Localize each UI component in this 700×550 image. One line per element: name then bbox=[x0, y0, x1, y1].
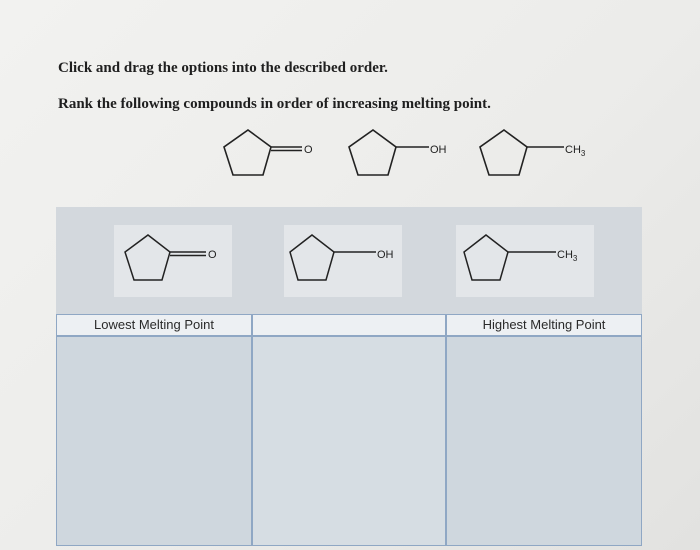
instruction-text: Click and drag the options into the described order. bbox=[58, 60, 388, 76]
header-carbonyl-label: O bbox=[304, 144, 313, 156]
option-hydroxyl-label: OH bbox=[377, 249, 394, 261]
option-cyclopentanol[interactable] bbox=[284, 225, 402, 297]
drop-zone-middle[interactable] bbox=[252, 336, 446, 546]
header-cyclopentanol-structure bbox=[343, 122, 463, 192]
option-cyclopentanone[interactable] bbox=[114, 225, 232, 297]
drop-zone-highest[interactable] bbox=[446, 336, 642, 546]
header-cyclopentanone-structure bbox=[218, 122, 328, 192]
drop-zone-lowest[interactable] bbox=[56, 336, 252, 546]
option-carbonyl-label: O bbox=[208, 249, 217, 261]
column-header-lowest: Lowest Melting Point bbox=[56, 314, 252, 336]
column-header-middle bbox=[252, 314, 446, 336]
option-methyl-label: $CH_3$ bbox=[557, 249, 578, 263]
option-methylcyclopentane[interactable] bbox=[456, 225, 594, 297]
header-methyl-label: $CH_3$ bbox=[565, 144, 586, 158]
question-text: Rank the following compounds in order of increasing melting point. bbox=[58, 96, 491, 112]
header-hydroxyl-label: OH bbox=[430, 144, 447, 156]
header-methylcyclopentane-structure bbox=[474, 122, 604, 192]
column-header-highest: Highest Melting Point bbox=[446, 314, 642, 336]
